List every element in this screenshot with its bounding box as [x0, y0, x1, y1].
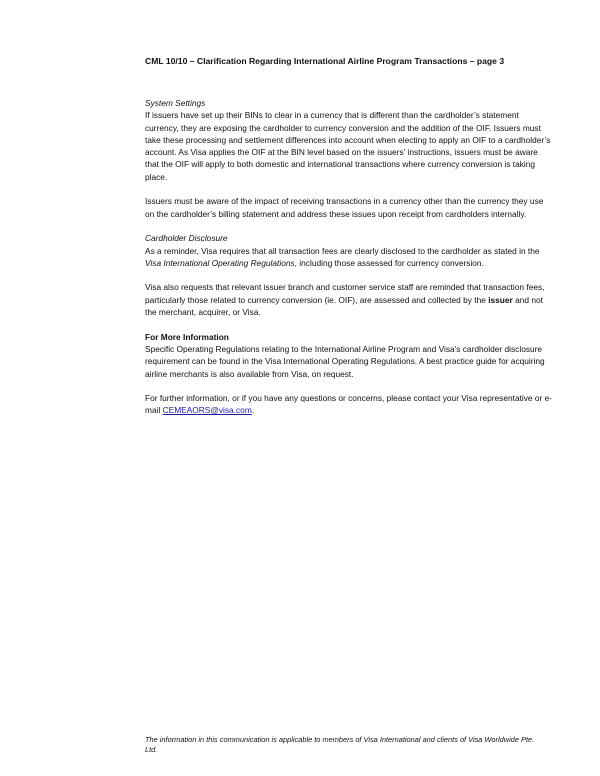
system-settings-paragraph-2: Issuers must be aware of the impact of receiving transactions in a currency other than the currency they use on the cardholder’s billing statement and address these issues upon receipt from cardholders internally. [145, 196, 544, 219]
spacer [145, 318, 553, 330]
spacer [145, 269, 553, 281]
system-settings-heading: System Settings [145, 98, 206, 108]
paragraph-text: For further information, or if you have any questions or concerns, please contact your Visa representative or e-mail [145, 393, 553, 416]
paragraph-text: As a reminder, Visa requires that all transaction fees are clearly disclosed to the cardholder as stated in the [145, 245, 540, 256]
paragraph-text: . [251, 405, 255, 416]
more-information-paragraph-1: Specific Operating Regulations relating to the International Airline Program and Visa's cardholder disclosure requirement can be found in the Visa International Operating Regulations. A best practice guide for acquiring airline merchants is also available from Visa, on request. [145, 343, 545, 379]
paragraph-text: and not the merchant, acquirer, or Visa. [145, 294, 543, 318]
cardholder-disclosure-paragraph-1 [145, 245, 553, 270]
system-settings-paragraph-1: If issuers have set up their BINs to clear in a currency that is different than the cardholder’s statement currency, they are exposing the cardholder to currency conversion and the addition of the OIF. Issuers must take these processing and settlement differences into account when electing to apply an OIF to a cardholder’s account. As Visa applies the OIF at the BIN level based on the issuers’ instructions, issuers must be aware that the OIF will apply to both domestic and international transactions where currency conversion is taking place. [145, 110, 551, 182]
regulations-title: Visa International Operating Regulations [145, 257, 295, 268]
page-footer: The information in this communication is applicable to members of Visa International and clients of Visa Worldwide Pte. Ltd. [145, 735, 535, 754]
issuer-emphasis: issuer [488, 294, 513, 305]
paragraph-text: Visa also requests that relevant issuer branch and customer service staff are reminded that transaction fees, particularly those related to currency conversion (ie. OIF), are assessed and collected by the [145, 282, 545, 305]
more-information-heading: For More Information [145, 331, 229, 342]
spacer [145, 220, 553, 232]
spacer [145, 380, 553, 392]
page-header: CML 10/10 – Clarification Regarding International Airline Program Transactions – page 3 [145, 56, 505, 66]
paragraph-text: , including those assessed for currency conversion. [294, 257, 484, 268]
document-body [145, 97, 553, 417]
cardholder-disclosure-heading: Cardholder Disclosure [145, 233, 228, 244]
more-information-paragraph-2 [145, 392, 553, 417]
spacer [145, 183, 553, 195]
email-link[interactable]: CEMEAORS@visa.com [162, 405, 252, 416]
cardholder-disclosure-paragraph-2 [145, 281, 553, 318]
